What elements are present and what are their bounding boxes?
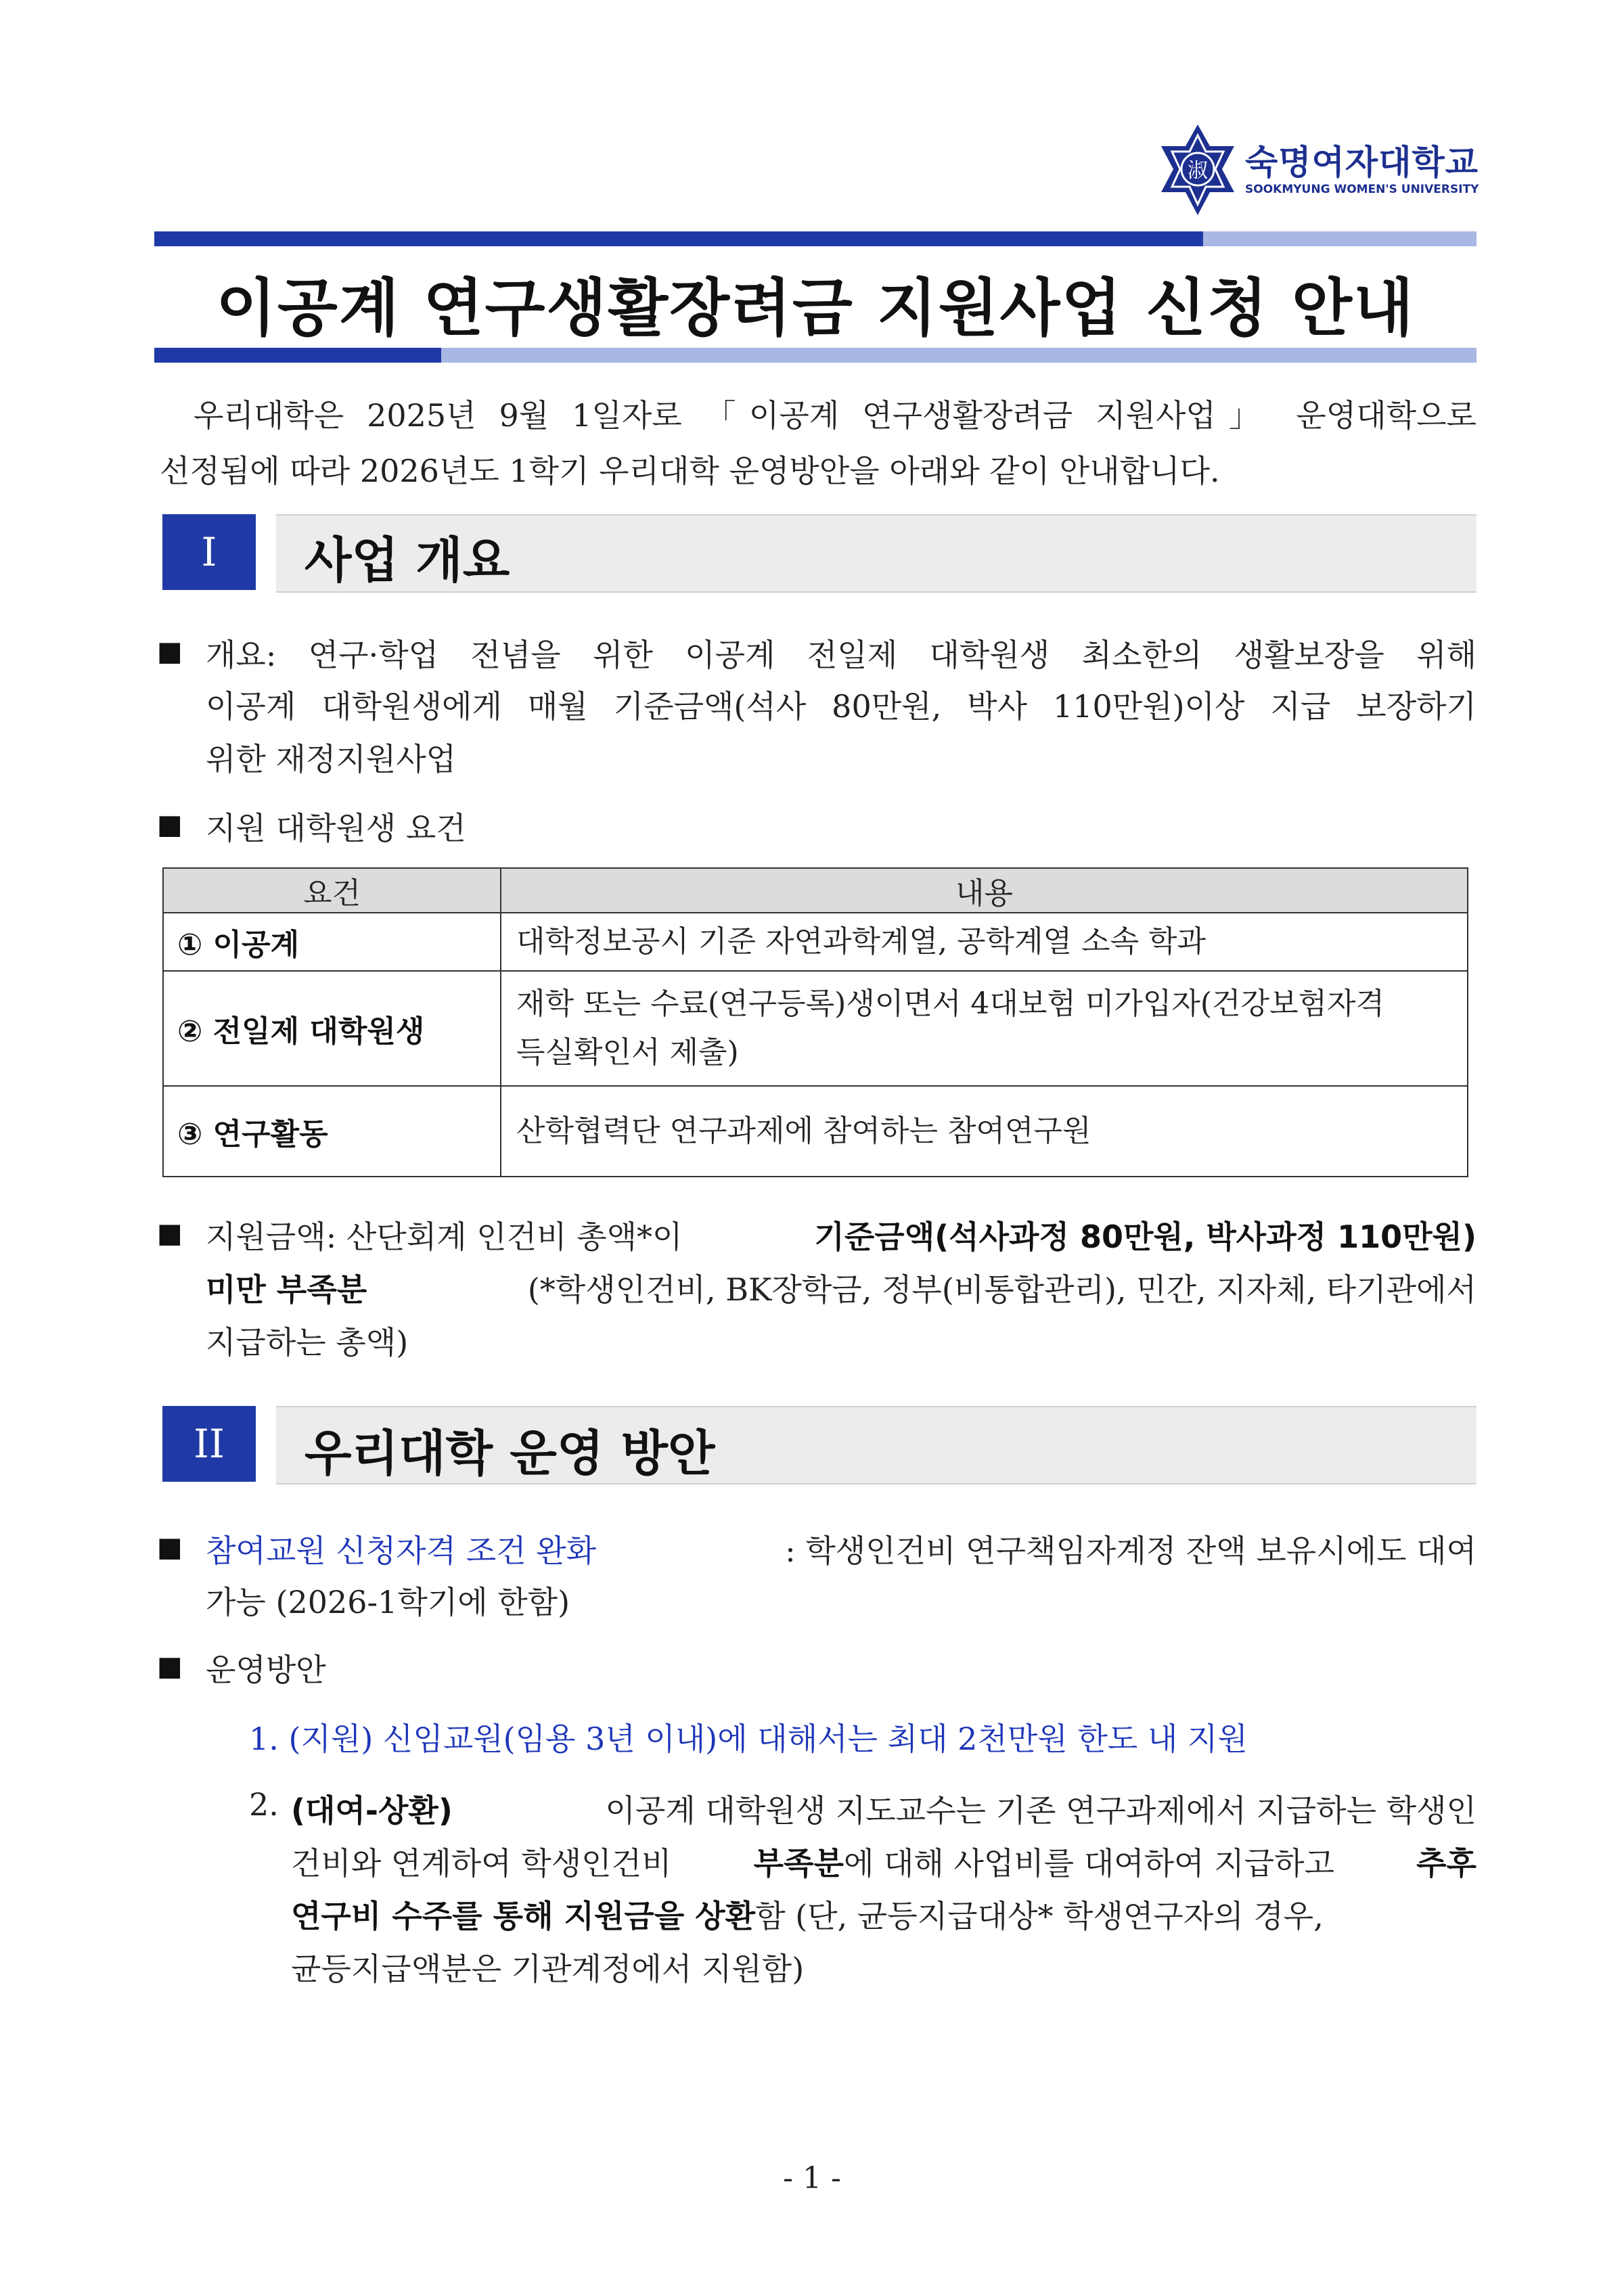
university-name-en: SOOKMYUNG WOMEN'S UNIVERSITY: [1245, 183, 1479, 196]
plan-item-2-label: (대여-상환): [291, 1792, 453, 1829]
section-1-number: I: [162, 514, 256, 590]
emblem-char: 淑: [1188, 159, 1208, 183]
eligibility-line-2: 가능 (2026-1학기에 한함): [206, 1584, 570, 1620]
table-cell-text: 득실확인서 제출): [516, 1035, 739, 1070]
section-2-number: II: [162, 1406, 256, 1482]
table-cell-text: 재학 또는 수료(연구등록)생이면서 4대보험 미가입자(건강보험자격: [516, 986, 1385, 1021]
plan-item-2-text: 에 대해 사업비를 대여하여 지급하고: [843, 1845, 1334, 1882]
title-top-bar-light: [1203, 231, 1476, 246]
table-cell-value: [501, 913, 1468, 971]
plan-heading: 운영방안: [206, 1652, 326, 1688]
section-2-title: 우리대학 운영 방안: [304, 1425, 715, 1482]
bullet-icon: ■: [157, 1651, 183, 1682]
plan-item-1: 1. (지원) 신임교원(임용 3년 이내)에 대해서는 최대 2천만원 한도 내 지원: [249, 1721, 1248, 1757]
table-cell-value: [501, 971, 1468, 1086]
eligibility-highlight: 참여교원 신청자격 조건 완화: [206, 1532, 597, 1569]
title-bottom-bar-dark: [154, 348, 441, 363]
eligibility-line-1: [206, 1526, 1476, 1571]
bullet-icon: ■: [157, 809, 183, 840]
table-cell-key: ③ 연구활동: [163, 1086, 501, 1177]
table-cell-value: [501, 1086, 1468, 1177]
plan-item-2-line-2: [291, 1839, 1476, 1884]
overview-line-2: 이공계 대학원생에게 매월 기준금액(석사 80만원, 박사 110만원)이상 지급 보장하기: [206, 688, 1476, 725]
page-title: 이공계 연구생활장려금 지원사업 신청 안내: [216, 272, 1415, 344]
university-emblem: [1156, 122, 1240, 218]
university-name-ko: 숙명여자대학교: [1245, 143, 1479, 182]
table-row: [163, 971, 1468, 1086]
table-header-requirement: 요건: [163, 868, 501, 913]
section-1-title: 사업 개요: [304, 532, 510, 589]
plan-item-2-text: 함 (단, 균등지급대상* 학생연구자의 경우,: [755, 1898, 1324, 1934]
plan-item-2-text: 이공계 대학원생 지도교수는 기존 연구과제에서 지급하는 학생인: [605, 1792, 1476, 1829]
overview-line-1: 개요: 연구·학업 전념을 위한 이공계 전일제 대학원생 최소한의 생활보장을 위해: [206, 637, 1476, 673]
amount-standard: 기준금액(석사과정 80만원, 박사과정 110만원): [814, 1219, 1476, 1255]
table-header-content: 내용: [501, 868, 1468, 913]
table-row: [163, 913, 1468, 971]
eligibility-text: : 학생인건비 연구책임자계정 잔액 보유시에도 대여: [785, 1532, 1476, 1569]
intro-line-1: 우리대학은 2025년 9월 1일자로 「이공계 연구생활장려금 지원사업」 운영대학으로: [194, 397, 1476, 434]
title-bottom-bar-light: [441, 348, 1476, 363]
plan-item-2-line-1: [291, 1786, 1476, 1831]
amount-line-1: [206, 1212, 1476, 1257]
bullet-icon: ■: [157, 636, 183, 667]
table-cell-key: ① 이공계: [163, 913, 501, 971]
plan-item-2-line-4: 균등지급액분은 기관계정에서 지원함): [291, 1951, 805, 1987]
bullet-icon: ■: [157, 1218, 183, 1249]
intro-line-2: 선정됨에 따라 2026년도 1학기 우리대학 운영방안을 아래와 같이 안내합니다.: [160, 453, 1220, 489]
title-top-bar-dark: [154, 231, 1203, 246]
plan-item-2-bold: 부족분: [753, 1845, 844, 1882]
table-row: [163, 1086, 1468, 1177]
amount-note: (*학생인건비, BK장학금, 정부(비통합관리), 민간, 지자체, 타기관에서: [527, 1271, 1476, 1308]
requirements-heading: 지원 대학원생 요건: [206, 810, 466, 846]
plan-item-2-number: 2.: [249, 1786, 279, 1823]
amount-shortfall: 미만 부족분: [206, 1271, 367, 1308]
overview-line-3: 위한 재정지원사업: [206, 741, 457, 777]
table-cell-text: 산학협력단 연구과제에 참여하는 참여연구원: [516, 1114, 1091, 1148]
table-cell-text: 대학정보공시 기준 자연과학계열, 공학계열 소속 학과: [516, 924, 1206, 959]
bullet-icon: ■: [157, 1532, 183, 1563]
plan-item-2-bold: 추후: [1416, 1845, 1476, 1882]
plan-item-2-bold: 연구비 수주를 통해 지원금을 상환: [291, 1898, 756, 1934]
requirements-table: [162, 867, 1468, 1177]
amount-prefix: 지원금액: 산단회계 인건비 총액*이: [206, 1219, 683, 1255]
table-cell-key: ② 전일제 대학원생: [163, 971, 501, 1086]
amount-line-2: [206, 1265, 1476, 1310]
plan-item-2-text: 건비와 연계하여 학생인건비: [291, 1845, 672, 1882]
page-number: - 1 -: [783, 2161, 841, 2196]
plan-item-2-line-3: [291, 1892, 1476, 1936]
amount-line-3: 지급하는 총액): [206, 1324, 409, 1361]
